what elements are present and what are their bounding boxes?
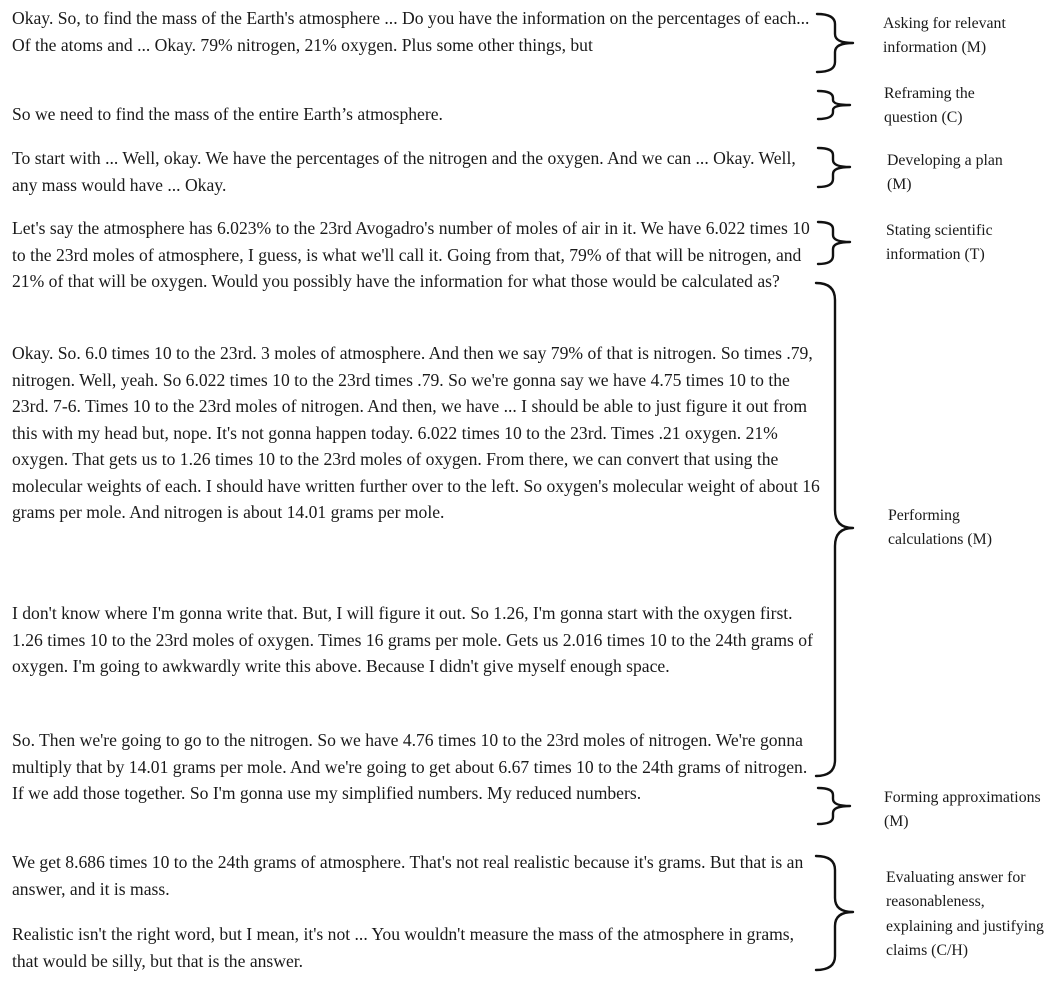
transcript-paragraph: Realistic isn't the right word, but I mean, it's not ... You wouldn't measure the mass of the atmosphere in grams, that would be silly, but that is the answer. (12, 924, 795, 971)
bracket-asking-info (817, 14, 853, 72)
annotation-label: Reframing the question (C) (884, 85, 975, 127)
transcript-paragraph: We get 8.686 times 10 to the 24th grams of atmosphere. That's not real realistic because it's grams. But that is an answer, and it is mass. (12, 852, 804, 899)
annotation-label: Forming approximations (M) (884, 789, 1041, 831)
bracket-performing-calc (816, 283, 853, 776)
transcript-paragraph: Let's say the atmosphere has 6.023% to the 23rd Avogadro's number of moles of air in it. We have 6.022 times 10 to the 23rd moles of atmosphere, I guess, is what we'll call it. Going from that, 79% of that will be nitrogen, and 21% of that will be oxygen. Would you possibly have the information for what those would be calculated as? (12, 218, 810, 291)
transcript-paragraph: So. Then we're going to go to the nitrogen. So we have 4.76 times 10 to the 23rd moles of nitrogen. We're gonna multiply that by 14.01 grams per mole. And we're going to get about 6.67 times 10 to the 24th grams of nitrogen. If we add those together. So I'm gonna use my simplified numbers. My reduced numbers. (12, 730, 808, 803)
annotation-label: Asking for relevant information (M) (883, 15, 1006, 57)
annotation-label: Performing calculations (M) (888, 507, 992, 549)
annotation-label: Developing a plan (M) (887, 152, 1003, 194)
bracket-forming-approx (818, 788, 850, 824)
transcript-paragraph: Okay. So, to find the mass of the Earth's atmosphere ... Do you have the information on the percentages of each... Of the atoms and ... Okay. 79% nitrogen, 21% oxygen. Plus some other things, but (12, 8, 810, 55)
transcript-paragraph: To start with ... Well, okay. We have the percentages of the nitrogen and the oxygen. And we can ... Okay. Well, any mass would have ... Okay. (12, 148, 796, 195)
bracket-stating-info (818, 222, 850, 264)
transcript-paragraph: Okay. So. 6.0 times 10 to the 23rd. 3 moles of atmosphere. And then we say 79% of that is nitrogen. So times .79, nitrogen. Well, yeah. So 6.022 times 10 to the 23rd times .79. So we're gonna say we have 4.75 times 10 to the 23rd. 7-6. Times 10 to the 23rd moles of nitrogen. And then, we have ... I should be able to just figure it out from this with my head but, nope. It's not gonna happen today. 6.022 times 10 to the 23rd. Times .21 oxygen. 21% oxygen. That gets us to 1.26 times 10 to the 23rd moles of oxygen. From there, we can convert that using the molecular weights of each. I should have written further over to the left. So oxygen's molecular weight of about 16 grams per mole. And nitrogen is about 14.01 grams per mole. (12, 343, 820, 522)
bracket-reframing (818, 91, 850, 119)
annotation-label: Evaluating answer for reasonableness, explaining and justifying claims (C/H) (886, 869, 1044, 959)
bracket-developing-plan (818, 148, 850, 187)
transcript-paragraph: So we need to find the mass of the entire Earth’s atmosphere. (12, 104, 443, 124)
bracket-evaluating (816, 856, 853, 970)
annotation-label: Stating scientific information (T) (886, 222, 993, 264)
transcript-paragraph: I don't know where I'm gonna write that. But, I will figure it out. So 1.26, I'm gonna start with the oxygen first. 1.26 times 10 to the 23rd moles of oxygen. Times 16 grams per mole. Gets us 2.016 times 10 to the 24th grams of oxygen. I'm going to awkwardly write this above. Because I didn't give myself enough space. (12, 603, 813, 676)
